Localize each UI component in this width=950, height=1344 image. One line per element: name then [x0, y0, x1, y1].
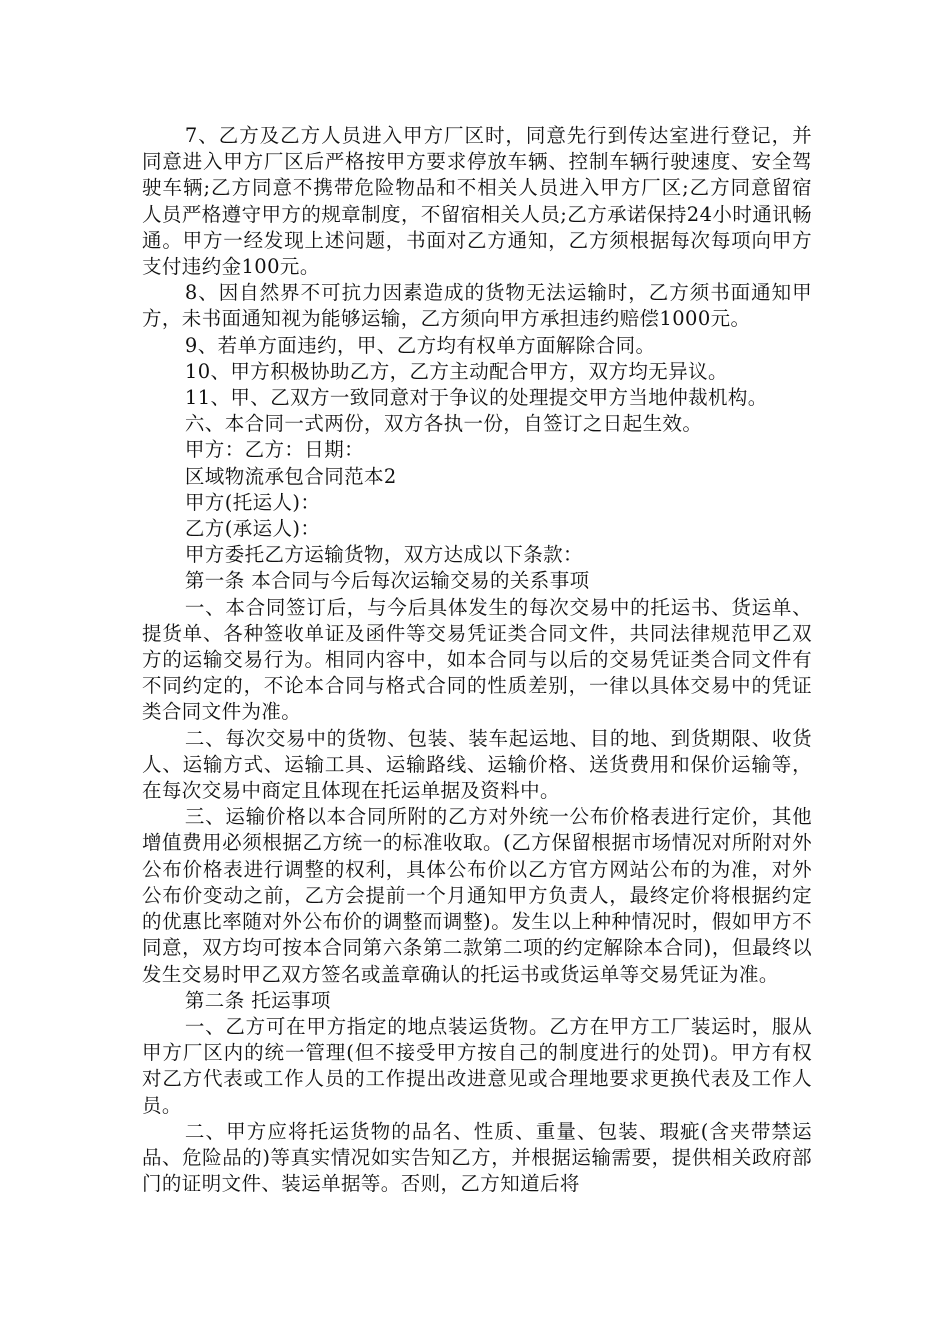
party-b-line: 乙方(承运人)： [184, 517, 321, 541]
signature-line: 甲方：乙方：日期： [184, 438, 364, 462]
article-one-heading: 第一条 本合同与今后每次运输交易的关系事项 [184, 569, 590, 593]
article-two-item-2: 二、甲方应将托运货物的品名、性质、重量、包装、瑕疵(含夹带禁运品、危险品的)等真实情况如实告知乙方，并根据运输需要，提供相关政府部门的证明文件、装运单据等。否则，乙方知道后将 [142, 1119, 812, 1196]
article-one-item-2: 二、每次交易中的货物、包装、装车起运地、目的地、到货期限、收货人、运输方式、运输工具、运输路线、运输价格、送货费用和保价运输等，在每次交易中商定且体现在托运单据及资料中。 [142, 726, 812, 803]
party-a-line: 甲方(托运人)： [184, 490, 321, 514]
clause-11: 11、甲、乙双方一致同意对于争议的处理提交甲方当地仲裁机构。 [184, 386, 768, 410]
document-body [142, 123, 812, 1197]
clause-8: 8、因自然界不可抗力因素造成的货物无法运输时，乙方须书面通知甲方，未书面通知视为能够运输，乙方须向甲方承担违约赔偿1000元。 [142, 281, 812, 331]
intro-paragraph: 甲方委托乙方运输货物，双方达成以下条款： [184, 543, 583, 567]
clause-7: 7、乙方及乙方人员进入甲方厂区时，同意先行到传达室进行登记，并同意进入甲方厂区后严格按甲方要求停放车辆、控制车辆行驶速度、安全驾驶车辆;乙方同意不携带危险物品和不相关人员进入甲方厂区;乙方同意留宿人员严格遵守甲方的规章制度，不留宿相关人员;乙方承诺保持24小时通讯畅通。甲方一经发现上述问题，书面对乙方通知，乙方须根据每次每项向甲方支付违约金100元。 [142, 124, 812, 279]
clause-9: 9、若单方面违约，甲、乙方均有权单方面解除合同。 [184, 333, 656, 357]
article-one-item-3: 三、运输价格以本合同所附的乙方对外统一公布价格表进行定价，其他增值费用必须根据乙方统一的标准收取。(乙方保留根据市场情况对所附对外公布价格表进行调整的权利，具体公布价以乙方官方网站公布的为准，对外公布价变动之前，乙方会提前一个月通知甲方负责人，最终定价将根据约定的优惠比率随对外公布价的调整而调整)。发生以上种种情况时，假如甲方不同意，双方均可按本合同第六条第二款第二项的约定解除本合同)，但最终以发生交易时甲乙双方签名或盖章确认的托运书或货运单等交易凭证为准。 [142, 805, 812, 986]
clause-10: 10、甲方积极协助乙方，乙方主动配合甲方，双方均无异议。 [184, 359, 728, 383]
article-one-item-1: 一、本合同签订后，与今后具体发生的每次交易中的托运书、货运单、提货单、各种签收单证及函件等交易凭证类合同文件，共同法律规范甲乙双方的运输交易行为。相同内容中，如本合同与以后的交易凭证类合同文件有不同约定的，不论本合同与格式合同的性质差别，一律以具体交易中的凭证类合同文件为准。 [142, 595, 812, 724]
contract-title: 区域物流承包合同范本2 [184, 464, 397, 488]
article-two-item-1: 一、乙方可在甲方指定的地点装运货物。乙方在甲方工厂装运时，服从甲方厂区内的统一管理(但不接受甲方按自己的制度进行的处罚)。甲方有权对乙方代表或工作人员的工作提出改进意见或合理地要求更换代表及工作人员。 [142, 1014, 812, 1117]
article-two-heading: 第二条 托运事项 [184, 988, 331, 1012]
section-six: 六、本合同一式两份，双方各执一份，自签订之日起生效。 [184, 412, 703, 436]
